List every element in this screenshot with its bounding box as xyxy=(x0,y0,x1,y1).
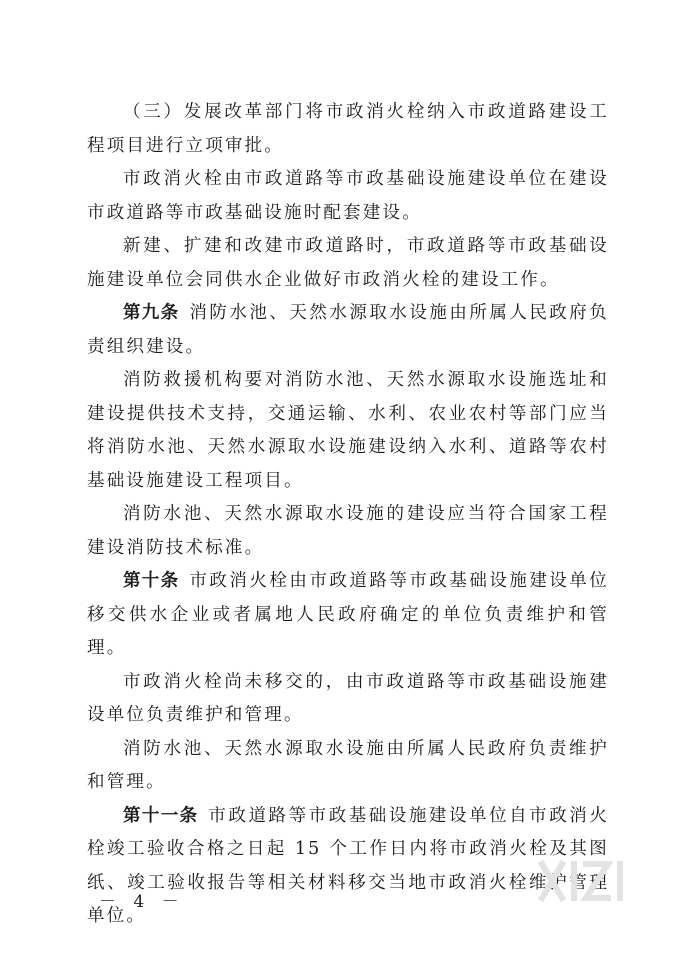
paragraph-text: 市政消火栓由市政道路等市政基础设施建设单位移交供水企业或者属地人民政府确定的单位负责维护和管理。 xyxy=(87,571,609,658)
paragraph-item-2 xyxy=(87,163,609,230)
document-body xyxy=(87,96,609,934)
page-number: － 4 － xyxy=(99,892,185,912)
paragraph-item-5 xyxy=(87,364,609,498)
article-heading: 第十条 xyxy=(123,571,180,591)
paragraph-text: 消防水池、天然水源取水设施由所属人民政府负责维护和管理。 xyxy=(87,738,609,792)
paragraph-item-6 xyxy=(87,498,609,565)
paragraph-text: 新建、扩建和改建市政道路时，市政道路等市政基础设施建设单位会同供水企业做好市政消火栓的建设工作。 xyxy=(87,236,609,290)
paragraph-text: （三）发展改革部门将市政消火栓纳入市政道路建设工程项目进行立项审批。 xyxy=(87,102,609,156)
paragraph-item-1 xyxy=(87,96,609,163)
article-9 xyxy=(87,297,609,364)
xizi-watermark-logo xyxy=(538,860,648,902)
paragraph-text: 消防水池、天然水源取水设施由所属人民政府负责组织建设。 xyxy=(87,303,609,357)
paragraph-item-9 xyxy=(87,733,609,800)
paragraph-text: 市政道路等市政基础设施建设单位自市政消火栓竣工验收合格之日起 15 个工作日内将市政消火栓及其图纸、竣工验收报告等相关材料移交当地市政消火栓维护管理单位。 xyxy=(87,805,610,926)
article-heading: 第十一条 xyxy=(123,805,199,826)
article-heading: 第九条 xyxy=(123,303,180,323)
article-11 xyxy=(87,800,609,934)
paragraph-text: 消防救援机构要对消防水池、天然水源取水设施选址和建设提供技术支持，交通运输、水利、农业农村等部门应当将消防水池、天然水源取水设施建设纳入水利、道路等农村基础设施建设工程项目。 xyxy=(87,370,609,491)
paragraph-item-8 xyxy=(87,666,609,733)
paragraph-text: 消防水池、天然水源取水设施的建设应当符合国家工程建设消防技术标准。 xyxy=(87,504,609,558)
paragraph-item-3 xyxy=(87,230,609,297)
paragraph-text: 市政消火栓由市政道路等市政基础设施建设单位在建设市政道路等市政基础设施时配套建设。 xyxy=(87,169,609,223)
article-10 xyxy=(87,565,609,666)
paragraph-text: 市政消火栓尚未移交的，由市政道路等市政基础设施建设单位负责维护和管理。 xyxy=(87,671,609,725)
